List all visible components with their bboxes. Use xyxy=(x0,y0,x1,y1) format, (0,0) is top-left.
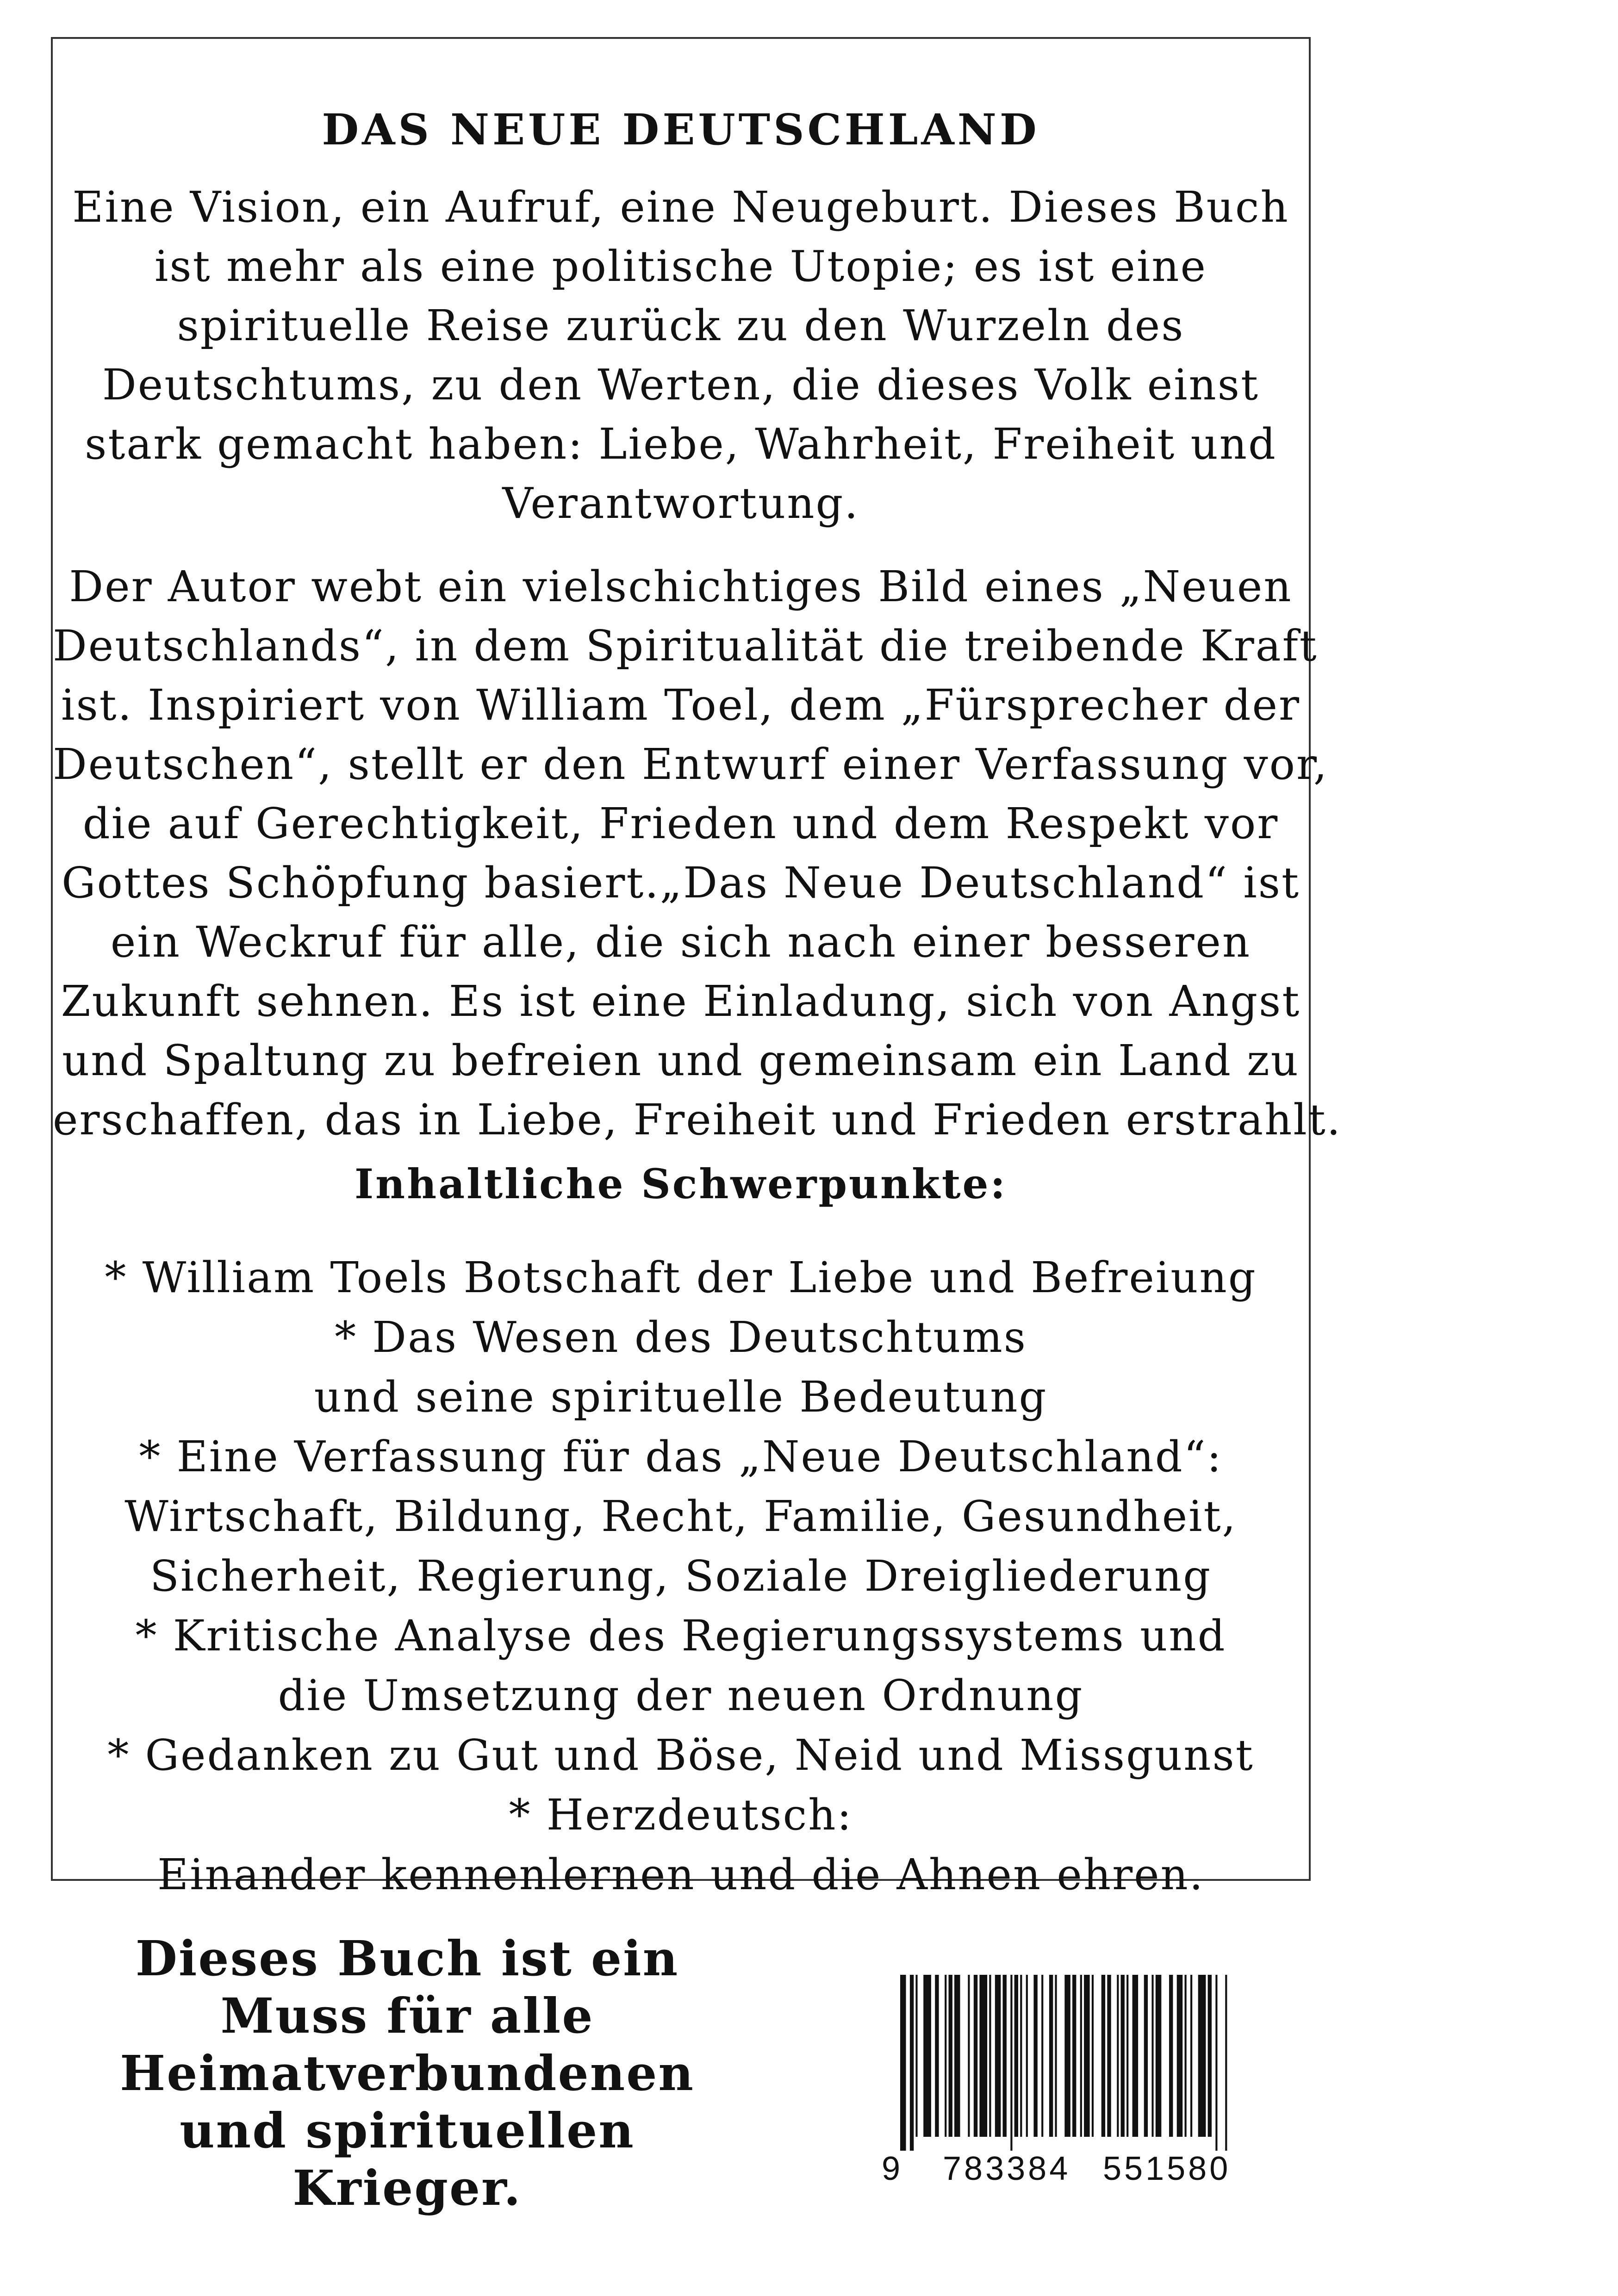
description-box xyxy=(51,37,1342,1899)
barcode-bar xyxy=(1121,1975,1125,2137)
list-item: * Gedanken zu Gut und Böse, Neid und Missgunst xyxy=(107,1730,1254,1780)
barcode-bar xyxy=(974,1975,977,2137)
text-line: Deutschen“, stellt er den Entwurf einer Verfassung vor, xyxy=(53,740,1329,789)
focus-heading: Inhaltliche Schwerpunkte: xyxy=(354,1160,1008,1208)
barcode-bar xyxy=(1185,1975,1187,2137)
text-line: stark gemacht haben: Liebe, Wahrheit, Freiheit und xyxy=(85,419,1277,469)
barcode-bar xyxy=(1190,1975,1192,2137)
text-line: und Spaltung zu befreien und gemeinsam ein Land zu xyxy=(62,1036,1300,1085)
focus-list xyxy=(53,1248,1309,1904)
slogan-line: Muss für alle xyxy=(220,1987,594,2044)
barcode-bar xyxy=(1107,1975,1111,2137)
slogan-line: Heimatverbundenen xyxy=(119,2045,695,2102)
barcode-bar xyxy=(935,1975,939,2137)
text-line: Gottes Schöpfung basiert.„Das Neue Deutschland“ ist xyxy=(62,858,1300,908)
slogan-line: Krieger. xyxy=(292,2159,522,2216)
list-item: * Herzdeutsch: xyxy=(509,1790,853,1840)
slogan-line: Dieses Buch ist ein xyxy=(135,1930,679,1987)
barcode-bar xyxy=(945,1975,946,2137)
isbn-right-digits: 551580 xyxy=(1103,2150,1231,2187)
barcode-bar xyxy=(1080,1975,1082,2137)
slogan-line: und spirituellen xyxy=(180,2102,635,2159)
barcode-bar xyxy=(1003,1975,1007,2137)
text-line: ist mehr als eine politische Utopie; es ist eine xyxy=(155,242,1207,291)
list-item: und seine spirituelle Bedeutung xyxy=(314,1372,1048,1422)
barcode-bar xyxy=(1020,1975,1022,2137)
barcode-bar xyxy=(910,1975,914,2151)
barcode-bar xyxy=(1049,1975,1053,2137)
barcode-bar xyxy=(1041,1975,1043,2137)
barcode-bar xyxy=(1215,1975,1217,2151)
text-line: Deutschtums, zu den Werten, die dieses Volk einst xyxy=(102,360,1259,410)
barcode-bar xyxy=(1156,1975,1162,2137)
barcode-bar xyxy=(915,1975,917,2137)
book-title: DAS NEUE DEUTSCHLAND xyxy=(322,105,1040,155)
text-line: erschaffen, das in Liebe, Freiheit und Frieden erstrahlt. xyxy=(53,1095,1342,1145)
list-item: * Eine Verfassung für das „Neue Deutschland“: xyxy=(139,1432,1223,1481)
body-paragraph xyxy=(53,557,1342,1150)
barcode-bar xyxy=(1169,1975,1173,2137)
barcode-bar xyxy=(1014,1975,1018,2137)
text-line: Eine Vision, ein Aufruf, eine Neugeburt. Dieses Buch xyxy=(72,182,1289,232)
barcode-bar xyxy=(968,1975,970,2137)
barcode-bar xyxy=(1208,1975,1212,2137)
list-item: Wirtschaft, Bildung, Recht, Familie, Gesundheit, xyxy=(124,1492,1237,1541)
list-item: Einander kennenlernen und die Ahnen ehren. xyxy=(157,1850,1205,1899)
barcode-bar xyxy=(979,1975,987,2137)
barcode-bar xyxy=(1033,1975,1037,2137)
barcode-bar xyxy=(1084,1975,1090,2137)
isbn-number xyxy=(882,2150,1231,2196)
text-line: ein Weckruf für alle, die sich nach einer besseren xyxy=(110,917,1251,967)
barcode-bar xyxy=(1010,1975,1012,2151)
isbn-first-digit: 9 xyxy=(882,2150,901,2187)
barcode-bar xyxy=(1117,1975,1119,2137)
list-item: * Das Wesen des Deutschtums xyxy=(335,1313,1027,1362)
barcode-bar xyxy=(1151,1975,1153,2137)
text-line: Zukunft sehnen. Es ist eine Einladung, sich von Angst xyxy=(61,977,1301,1026)
list-item: die Umsetzung der neuen Ordnung xyxy=(278,1671,1084,1720)
isbn-barcode xyxy=(882,1975,1231,2197)
text-line: spirituelle Reise zurück zu den Wurzeln des xyxy=(177,301,1185,350)
barcode-bar xyxy=(1133,1975,1139,2137)
slogan xyxy=(106,1930,708,2217)
isbn-left-digits: 783384 xyxy=(943,2150,1071,2187)
list-item: Sicherheit, Regierung, Soziale Dreigliederung xyxy=(149,1551,1212,1601)
text-line: Der Autor webt ein vielschichtiges Bild eines „Neuen xyxy=(69,562,1293,611)
barcode-bar xyxy=(995,1975,1001,2137)
barcode-bar xyxy=(1092,1975,1094,2137)
barcode-bar xyxy=(1055,1975,1057,2137)
list-item: * William Toels Botschaft der Liebe und Befreiung xyxy=(105,1253,1257,1302)
barcode-bar xyxy=(1072,1975,1076,2137)
text-line: ist. Inspiriert von William Toel, dem „Fürsprecher der xyxy=(61,680,1301,730)
list-item: * Kritische Analyse des Regierungssystems und xyxy=(135,1611,1226,1661)
barcode-bar xyxy=(949,1975,952,2137)
barcode-bar xyxy=(1126,1975,1128,2137)
barcode-bar xyxy=(1064,1975,1070,2137)
text-line: die auf Gerechtigkeit, Frieden und dem Respekt vor xyxy=(82,799,1279,848)
barcode-bar xyxy=(954,1975,960,2137)
text-line: Deutschlands“, in dem Spiritualität die treibende Kraft xyxy=(53,621,1318,671)
barcode-bar xyxy=(1198,1975,1206,2137)
barcode-bar xyxy=(1177,1975,1183,2137)
barcode-bar xyxy=(1225,1975,1227,2151)
barcode-bar xyxy=(1144,1975,1148,2137)
intro-paragraph xyxy=(53,178,1309,533)
text-line: Verantwortung. xyxy=(502,479,859,528)
barcode-bar xyxy=(1101,1975,1105,2137)
barcode-bar xyxy=(923,1975,931,2137)
barcode-bar xyxy=(900,1975,906,2151)
barcode-icon xyxy=(882,1975,1231,2151)
barcode-bar xyxy=(989,1975,991,2137)
barcode-bar xyxy=(1026,1975,1028,2137)
